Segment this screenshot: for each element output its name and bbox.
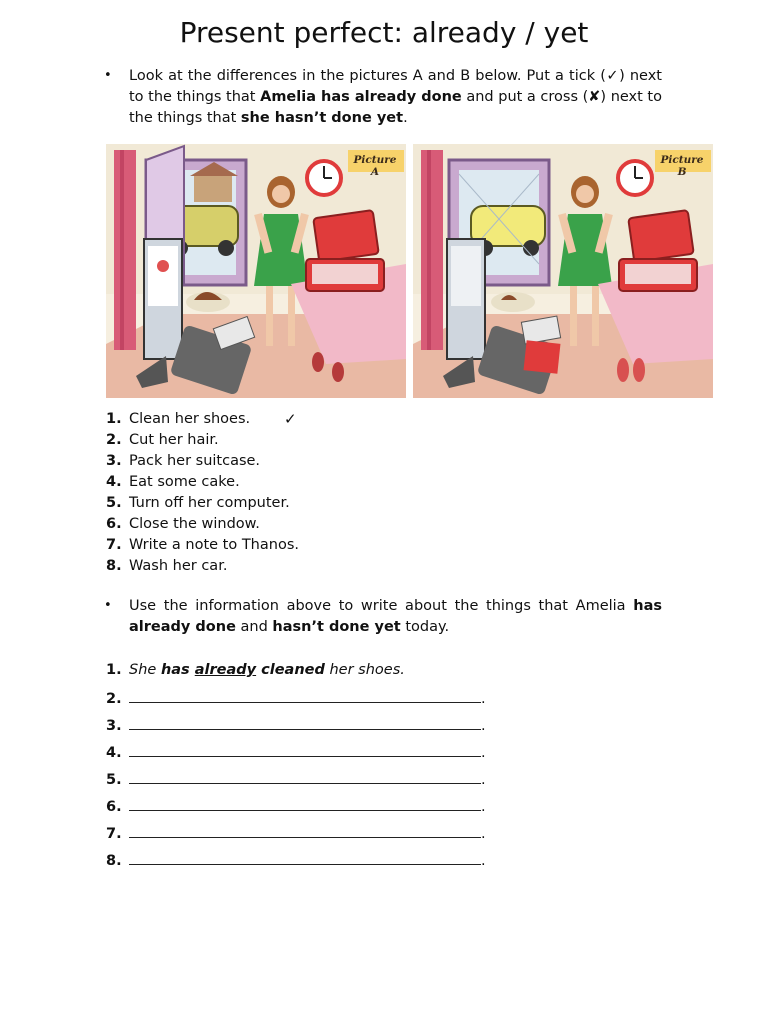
list-item-number: 1. [106, 662, 122, 678]
list-item-number: 5. [106, 772, 122, 788]
instruction-2-text [129, 596, 662, 638]
answer-blank[interactable] [129, 821, 481, 838]
picture-a-illustration [106, 144, 406, 398]
list-item-text: Write a note to Thanos. [129, 537, 299, 553]
tick-mark: ✓ [284, 410, 297, 428]
list-item-number: 6. [106, 516, 122, 532]
list-item [106, 535, 526, 556]
list-item [106, 514, 526, 535]
list-item-number: 1. [106, 411, 122, 427]
picture-b-illustration [413, 144, 713, 398]
list-item-number: 4. [106, 745, 122, 761]
answer-blank[interactable] [129, 767, 481, 784]
example-she: She [129, 662, 161, 678]
answer-period: . [481, 691, 486, 707]
answer-period: . [481, 772, 486, 788]
list-item-number: 5. [106, 495, 122, 511]
list-item-text: Clean her shoes. [129, 411, 251, 427]
answer-row [106, 821, 526, 848]
answer-period: . [481, 799, 486, 815]
page-title: Present perfect: already / yet [179, 16, 589, 49]
list-item-text: Pack her suitcase. [129, 453, 261, 469]
instruction-1 [106, 66, 662, 129]
list-item-text: Turn off her computer. [129, 495, 290, 511]
answer-row [106, 686, 526, 713]
list-item-number: 3. [106, 718, 122, 734]
list-item-text: Cut her hair. [129, 432, 219, 448]
list-item [106, 451, 526, 472]
instruction-2-part1: Use the information above to write about the things that Amelia [129, 598, 634, 614]
instruction-2-bold1: has already done [129, 598, 662, 635]
answer-row [106, 713, 526, 740]
list-item-number: 4. [106, 474, 122, 490]
answer-row [106, 794, 526, 821]
answer-row [106, 848, 526, 875]
list-item [106, 409, 526, 430]
example-sentence [106, 659, 526, 686]
answer-blank[interactable] [129, 794, 481, 811]
instruction-1-part2: and put a cross (✘) next to the things that [129, 89, 662, 126]
list-item [106, 430, 526, 451]
picture-a-label: Picture A [353, 154, 397, 178]
answer-period: . [481, 718, 486, 734]
list-item-number: 2. [106, 691, 122, 707]
instruction-2-bold2: hasn’t done yet [272, 619, 401, 635]
pictures [106, 144, 720, 398]
bullet-icon: • [104, 598, 112, 613]
list-item-number: 7. [106, 537, 122, 553]
answer-blank[interactable] [129, 740, 481, 757]
answer-period: . [481, 826, 486, 842]
example-rest: her shoes. [324, 662, 405, 678]
list-item [106, 472, 526, 493]
list-item-text: Close the window. [129, 516, 260, 532]
task-list [106, 409, 526, 577]
instruction-1-text [129, 66, 662, 129]
list-item-text: Eat some cake. [129, 474, 240, 490]
answer-list [106, 659, 526, 875]
list-item-text: Wash her car. [129, 558, 228, 574]
list-item-number: 8. [106, 853, 122, 869]
list-item-number: 7. [106, 826, 122, 842]
bullet-icon: • [104, 68, 112, 83]
example-cleaned: cleaned [256, 662, 325, 678]
picture-b [413, 144, 713, 398]
instruction-2-part3: today. [400, 619, 450, 635]
example-already: already [194, 662, 257, 678]
picture-a [106, 144, 406, 398]
answer-blank[interactable] [129, 686, 481, 703]
instruction-2 [106, 596, 662, 638]
instruction-1-part1: Look at the differences in the pictures A and B below. Put a tick (✓) next to the things that [129, 68, 662, 105]
picture-b-label: Picture B [660, 154, 704, 178]
answer-blank[interactable] [129, 713, 481, 730]
answer-period: . [481, 745, 486, 761]
answer-period: . [481, 853, 486, 869]
list-item [106, 556, 526, 577]
list-item-number: 3. [106, 453, 122, 469]
instruction-1-part3: . [403, 110, 408, 126]
answer-blank[interactable] [129, 848, 481, 865]
list-item-number: 6. [106, 799, 122, 815]
answer-row [106, 767, 526, 794]
list-item [106, 493, 526, 514]
example-has: has [160, 662, 195, 678]
answer-row [106, 740, 526, 767]
list-item-number: 2. [106, 432, 122, 448]
instruction-1-bold2: she hasn’t done yet [240, 110, 404, 126]
instruction-2-part2: and [235, 619, 273, 635]
list-item-number: 8. [106, 558, 122, 574]
instruction-1-bold1: Amelia has already done [260, 89, 462, 105]
